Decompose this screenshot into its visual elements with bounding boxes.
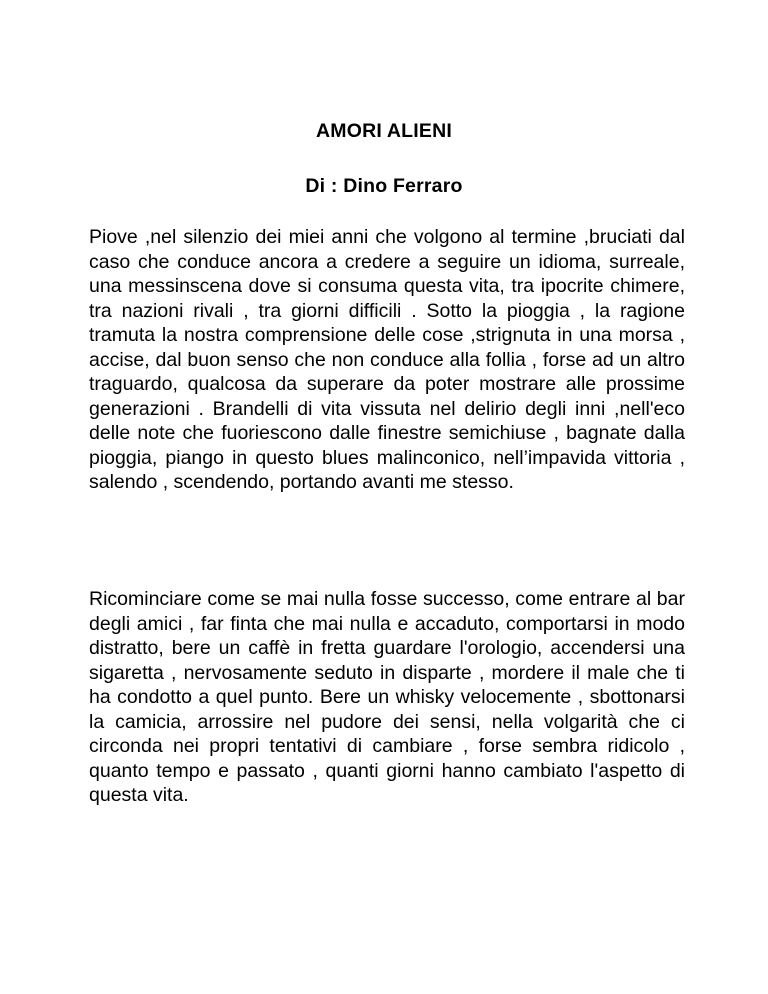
document-title: AMORI ALIENI bbox=[315, 120, 452, 142]
document-author: Di : Dino Ferraro bbox=[305, 175, 463, 197]
paragraph-2: Ricominciare come se mai nulla fosse successo, come entrare al bar degli amici , far finta che mai nulla e accaduto, comportarsi in modo distratto, bere un caffè in fretta guardare l'orologio, accendersi una sigaretta , nervosamente seduto in disparte , mordere il male che ti ha condotto a quel punto. Bere un whisky velocemente , sbottonarsi la camicia, arrossire nel pudore dei sensi, nella volgarità che ci circonda nei propri tentativi di cambiare , forse sembra ridicolo , quanto tempo e passato , quanti giorni hanno cambiato l'aspetto di questa vita. bbox=[89, 588, 685, 806]
paragraph-1: Piove ,nel silenzio dei miei anni che volgono al termine ,bruciati dal caso che conduce ancora a credere a seguire un idioma, surreale, una messinscena dove si consuma questa vita, tra ipocrite chimere, tra nazioni rivali , tra giorni difficili . Sotto la pioggia , la ragione tramuta la nostra comprensione delle cose ,strignuta in una morsa , accise, dal buon senso che non conduce alla follia , forse ad un altro traguardo, qualcosa da superare da poter mostrare alle prossime generazioni . Brandelli di vita vissuta nel delirio degli inni ,nell'eco delle note che fuoriescono dalle finestre semichiuse , bagnate dalla pioggia, piango in questo blues malinconico, nell’impavida vittoria , salendo , scendendo, portando avanti me stesso. bbox=[89, 226, 685, 493]
